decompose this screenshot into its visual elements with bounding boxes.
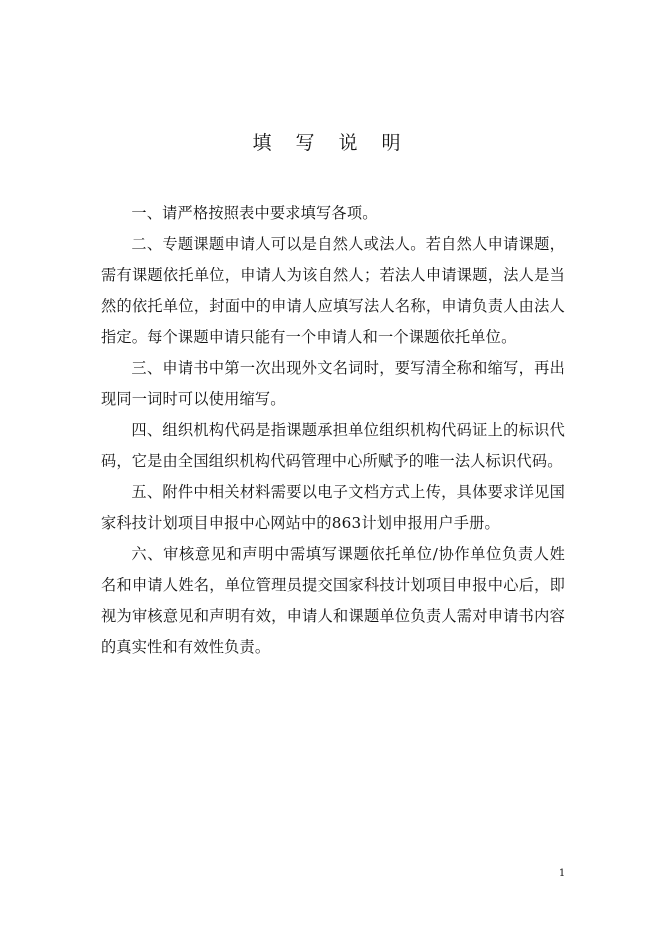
page-number: 1 <box>558 868 566 879</box>
instruction-paragraph-3: 三、申请书中第一次出现外文名词时，要写清全称和缩写，再出现同一词时可以使用缩写。 <box>101 359 565 408</box>
instruction-paragraph-1: 一、请严格按照表中要求填写各项。 <box>131 204 378 222</box>
instruction-paragraph-2: 二、专题课题申请人可以是自然人或法人。若自然人申请课题，需有课题依托单位，申请人为该自然人；若法人申请课题，法人是当然的依托单位，封面中的申请人应填写法人名称，申请负责人由法人指定。每个课题申请只能有一个申请人和一个课题依托单位。 <box>101 235 565 346</box>
instruction-paragraph-4: 四、组织机构代码是指课题承担单位组织机构代码证上的标识代码，它是由全国组织机构代码管理中心所赋予的唯一法人标识代码。 <box>101 421 565 470</box>
instructions-content <box>101 198 565 663</box>
instruction-paragraph-5: 五、附件中相关材料需要以电子文档方式上传，具体要求详见国家科技计划项目申报中心网站中的863计划申报用户手册。 <box>101 483 565 532</box>
page-title: 填 写 说 明 <box>252 132 410 154</box>
instruction-paragraph-6: 六、审核意见和声明中需填写课题依托单位/协作单位负责人姓名和申请人姓名，单位管理员提交国家科技计划项目申报中心后，即视为审核意见和声明有效，申请人和课题单位负责人需对申请书内容的真实性和有效性负责。 <box>101 545 565 656</box>
